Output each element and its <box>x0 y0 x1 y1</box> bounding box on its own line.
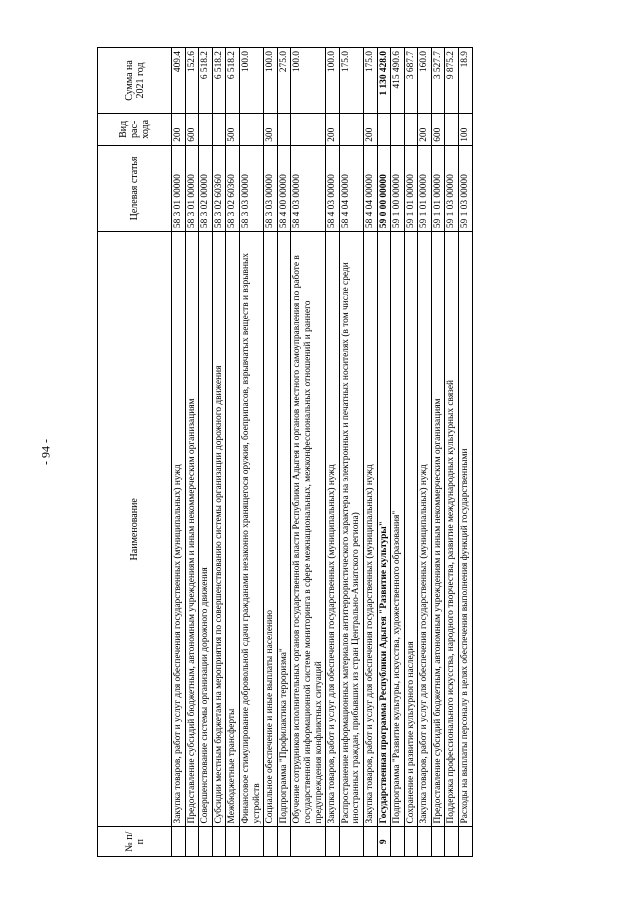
header-name: Наименование <box>98 232 172 827</box>
cell-no <box>445 827 459 857</box>
cell-sum: 160.0 <box>418 48 432 114</box>
cell-code: 58 3 02 60360 <box>226 145 240 231</box>
cell-name: Сохранение и развитие культурного наследия <box>404 232 418 827</box>
cell-sum: 152.6 <box>185 48 199 114</box>
cell-code: 58 4 03 00000 <box>326 145 340 231</box>
cell-name: Закупка товаров, работ и услуг для обеспечения государственных (муниципальных) нужд <box>363 232 377 827</box>
cell-no <box>185 827 199 857</box>
table-row <box>185 48 199 857</box>
cell-vid: 600 <box>431 113 445 145</box>
table-row <box>239 48 263 857</box>
cell-sum: 1 130 428.0 <box>377 48 391 114</box>
cell-sum: 415 490.6 <box>391 48 405 114</box>
table-row <box>199 48 213 857</box>
cell-name: Расходы на выплаты персоналу в целях обеспечения выполнения функций государственными <box>459 232 473 827</box>
table-row <box>264 48 278 857</box>
table-header-row <box>98 48 172 857</box>
cell-sum: 100.0 <box>326 48 340 114</box>
header-vid: Вид рас-хода <box>98 113 172 145</box>
table-row <box>291 48 326 857</box>
cell-vid <box>291 113 326 145</box>
cell-sum: 18.9 <box>459 48 473 114</box>
cell-no <box>199 827 213 857</box>
table-row <box>212 48 226 857</box>
table-row <box>226 48 240 857</box>
cell-name: Поддержка профессионального искусства, народного творчества, развитие международных культурных связей <box>445 232 459 827</box>
table-body <box>172 48 473 857</box>
table-row <box>445 48 459 857</box>
cell-sum: 100.0 <box>291 48 326 114</box>
table-row <box>363 48 377 857</box>
cell-name: Финансовое стимулирование добровольной сдачи гражданами незаконно хранящегося оружия, боеприпасов, взрывчатых веществ и взрывных устройств <box>239 232 263 827</box>
cell-vid: 500 <box>226 113 240 145</box>
cell-sum: 100.0 <box>264 48 278 114</box>
cell-sum: 6 518.2 <box>199 48 213 114</box>
cell-name: Подпрограмма "Профилактика терроризма" <box>277 232 291 827</box>
cell-sum: 409.4 <box>172 48 186 114</box>
cell-no <box>459 827 473 857</box>
page-number: - 94 - <box>38 439 53 465</box>
table-row <box>377 48 391 857</box>
cell-vid: 100 <box>459 113 473 145</box>
cell-sum: 275.0 <box>277 48 291 114</box>
cell-code: 58 3 03 00000 <box>264 145 278 231</box>
cell-name: Межбюджетные трансферты <box>226 232 240 827</box>
cell-vid <box>391 113 405 145</box>
cell-vid <box>404 113 418 145</box>
cell-no <box>363 827 377 857</box>
cell-sum: 100.0 <box>239 48 263 114</box>
cell-sum: 6 518.2 <box>226 48 240 114</box>
table-row <box>459 48 473 857</box>
table-row <box>431 48 445 857</box>
cell-sum: 3 527.7 <box>431 48 445 114</box>
cell-no <box>431 827 445 857</box>
cell-name: Государственная программа Республики Адыгея "Развитие культуры" <box>377 232 391 827</box>
table-row <box>339 48 363 857</box>
cell-code: 59 1 01 00000 <box>418 145 432 231</box>
cell-code: 59 1 01 00000 <box>431 145 445 231</box>
header-code: Целевая статья <box>98 145 172 231</box>
cell-code: 59 0 00 00000 <box>377 145 391 231</box>
cell-name: Предоставление субсидий бюджетным, автономным учреждениям и иным некоммерческим организациям <box>431 232 445 827</box>
cell-no <box>226 827 240 857</box>
table-row <box>326 48 340 857</box>
cell-name: Обучение сотрудников исполнительных органов государственной власти Республики Адыгея и органов местного самоуправления по работе в государственной информационной системе мониторинга в сфере межнациональных, межконфессиональных отношений и раннего предупреждения конфликтных ситуаций <box>291 232 326 827</box>
cell-vid <box>445 113 459 145</box>
budget-table-container <box>97 47 543 857</box>
cell-no <box>264 827 278 857</box>
cell-no <box>291 827 326 857</box>
cell-code: 58 4 04 00000 <box>363 145 377 231</box>
cell-code: 58 3 01 00000 <box>185 145 199 231</box>
cell-code: 58 3 02 60360 <box>212 145 226 231</box>
cell-no <box>418 827 432 857</box>
cell-vid <box>212 113 226 145</box>
cell-no <box>277 827 291 857</box>
cell-vid <box>239 113 263 145</box>
cell-code: 59 1 01 00000 <box>404 145 418 231</box>
cell-sum: 3 687.7 <box>404 48 418 114</box>
table-row <box>418 48 432 857</box>
cell-sum: 9 875.2 <box>445 48 459 114</box>
cell-no <box>404 827 418 857</box>
cell-name: Совершенствование системы организации дорожного движения <box>199 232 213 827</box>
cell-code: 59 1 03 00000 <box>445 145 459 231</box>
cell-vid: 200 <box>172 113 186 145</box>
cell-vid: 200 <box>326 113 340 145</box>
cell-code: 59 1 00 00000 <box>391 145 405 231</box>
cell-code: 58 3 02 00000 <box>199 145 213 231</box>
cell-vid: 600 <box>185 113 199 145</box>
cell-code: 58 4 00 00000 <box>277 145 291 231</box>
cell-name: Социальное обеспечение и иные выплаты населению <box>264 232 278 827</box>
table-row <box>391 48 405 857</box>
cell-sum: 6 518.2 <box>212 48 226 114</box>
cell-code: 58 3 01 00000 <box>172 145 186 231</box>
cell-vid <box>377 113 391 145</box>
cell-sum: 175.0 <box>339 48 363 114</box>
table-row <box>172 48 186 857</box>
cell-name: Закупка товаров, работ и услуг для обеспечения государственных (муниципальных) нужд <box>326 232 340 827</box>
cell-vid <box>199 113 213 145</box>
cell-vid <box>339 113 363 145</box>
header-no: № п/п <box>98 827 172 857</box>
cell-no <box>339 827 363 857</box>
cell-vid <box>277 113 291 145</box>
cell-code: 59 1 03 00000 <box>459 145 473 231</box>
table-row <box>404 48 418 857</box>
cell-name: Подпрограмма "Развитие культуры, искусства, художественного образования" <box>391 232 405 827</box>
cell-no <box>212 827 226 857</box>
cell-name: Распространение информационных материалов антитеррористического характера на электронных и печатных носителях (в том числе среди иностранных граждан, прибывших из стран Центрально-Азиатского региона) <box>339 232 363 827</box>
cell-code: 58 3 03 00000 <box>239 145 263 231</box>
cell-no <box>172 827 186 857</box>
cell-no <box>391 827 405 857</box>
cell-name: Закупка товаров, работ и услуг для обеспечения государственных (муниципальных) нужд <box>172 232 186 827</box>
cell-name: Субсидии местным бюджетам на мероприятия по совершенствованию системы организации дорожного движения <box>212 232 226 827</box>
cell-no: 9 <box>377 827 391 857</box>
cell-no <box>239 827 263 857</box>
header-sum: Сумма на 2021 год <box>98 48 172 114</box>
cell-no <box>326 827 340 857</box>
cell-vid: 200 <box>363 113 377 145</box>
cell-name: Закупка товаров, работ и услуг для обеспечения государственных (муниципальных) нужд <box>418 232 432 827</box>
cell-sum: 175.0 <box>363 48 377 114</box>
cell-vid: 200 <box>418 113 432 145</box>
cell-name: Предоставление субсидий бюджетным, автономным учреждениям и иным некоммерческим организациям <box>185 232 199 827</box>
cell-vid: 300 <box>264 113 278 145</box>
table-row <box>277 48 291 857</box>
cell-code: 58 4 04 00000 <box>339 145 363 231</box>
budget-table <box>97 47 473 857</box>
cell-code: 58 4 03 00000 <box>291 145 326 231</box>
